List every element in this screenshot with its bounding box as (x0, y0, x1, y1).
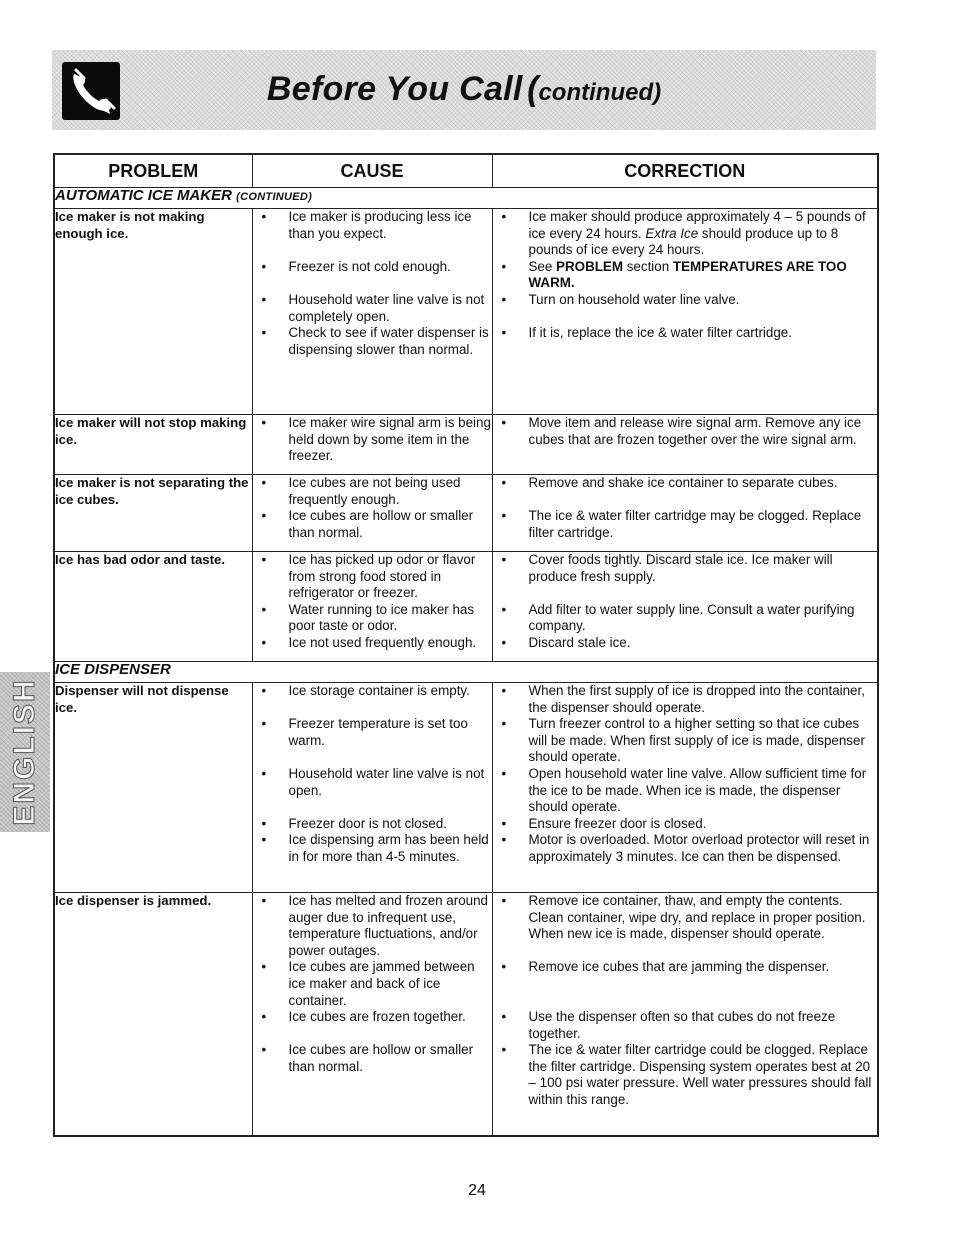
correction-bold: TEMPERATURES ARE TOO WARM. (528, 258, 847, 291)
section-title: AUTOMATIC ICE MAKER (55, 187, 232, 204)
correction-text: Ice maker should produce approximately 4 – 5 pounds of ice every 24 hours. (528, 209, 866, 241)
table-row (54, 893, 878, 1136)
troubleshooting-table (53, 153, 879, 1137)
page-title-main: Before You Call (266, 70, 523, 108)
language-tab-label: ENGLISH (8, 678, 41, 826)
correction-item: • Remove ice container, thaw, and empty the contents. Clean container, wipe dry, and replace in proper position. When new ice is made, dispenser should operate. (493, 893, 878, 943)
correction-item: • Turn on household water line valve. (493, 292, 878, 309)
cause-cell (252, 209, 492, 415)
correction-item: • The ice & water filter cartridge may be clogged. Replace filter cartridge. (493, 508, 878, 541)
column-header-cause: CAUSE (252, 154, 492, 188)
correction-item: • Cover foods tightly. Discard stale ice. Ice maker will produce fresh supply. (493, 552, 878, 585)
table-row (54, 683, 878, 893)
language-tab (0, 672, 50, 832)
correction-item: • Add filter to water supply line. Consult a water purifying company. (493, 602, 878, 635)
cause-item: • Ice maker wire signal arm is being held down by some item in the freezer. (253, 415, 492, 465)
problem-cell: Ice maker is not making enough ice. (54, 209, 252, 415)
correction-item: • Remove and shake ice container to separate cubes. (493, 475, 878, 492)
table-row (54, 475, 878, 552)
correction-item: • Remove ice cubes that are jamming the dispenser. (493, 959, 878, 976)
correction-item: • Turn freezer control to a higher setting so that ice cubes will be made. When first supply of ice is made, dispenser should operate. (493, 716, 878, 766)
correction-item: • The ice & water filter cartridge could be clogged. Replace the filter cartridge. Dispensing system operates best at 20 – 100 psi water pressure. Well water pressures should fall within this range. (493, 1042, 878, 1108)
page-title-paren: ( (527, 70, 539, 108)
cause-item: • Household water line valve is not completely open. (253, 292, 492, 325)
cause-item: • Household water line valve is not open. (253, 766, 492, 799)
table-header-row (54, 154, 878, 188)
page-number: 24 (468, 1182, 486, 1199)
cause-item: • Freezer is not cold enough. (253, 259, 492, 276)
problem-cell: Ice maker will not stop making ice. (54, 415, 252, 475)
cause-cell (252, 475, 492, 552)
page-title (52, 70, 876, 109)
cause-item: • Water running to ice maker has poor taste or odor. (253, 602, 492, 635)
cause-item: • Ice cubes are hollow or smaller than normal. (253, 508, 492, 541)
cause-cell (252, 415, 492, 475)
cause-item: • Ice has melted and frozen around auger due to infrequent use, temperature fluctuations, and/or power outages. (253, 893, 492, 959)
correction-cell (492, 209, 878, 415)
correction-cell (492, 683, 878, 893)
column-header-correction: CORRECTION (492, 154, 878, 188)
problem-cell: Ice dispenser is jammed. (54, 893, 252, 1136)
correction-item: • Motor is overloaded. Motor overload protector will reset in approximately 3 minutes. Ice can then be dispensed. (493, 832, 878, 865)
cause-item: • Check to see if water dispenser is dispensing slower than normal. (253, 325, 492, 358)
problem-cell: Ice maker is not separating the ice cubes. (54, 475, 252, 552)
cause-cell (252, 893, 492, 1136)
cause-cell (252, 552, 492, 662)
section-header-ice-dispenser (54, 662, 878, 683)
table-row (54, 415, 878, 475)
cause-item: • Freezer temperature is set too warm. (253, 716, 492, 749)
correction-text: should produce up to 8 pounds of ice every 24 hours. (528, 225, 839, 258)
cause-item: • Ice cubes are hollow or smaller than normal. (253, 1042, 492, 1075)
cause-item: • Ice maker is producing less ice than you expect. (253, 209, 492, 242)
correction-item: • Open household water line valve. Allow sufficient time for the ice to be made. When ice is made, the dispenser should operate. (493, 766, 878, 816)
correction-item: • Discard stale ice. (493, 635, 878, 652)
cause-item: • Ice cubes are frozen together. (253, 1009, 492, 1026)
correction-item: • When the first supply of ice is dropped into the container, the dispenser should operate. (493, 683, 878, 716)
section-title: ICE DISPENSER (55, 661, 171, 678)
correction-item: • Ensure freezer door is closed. (493, 816, 878, 833)
cause-item: • Ice dispensing arm has been held in for more than 4-5 minutes. (253, 832, 492, 865)
correction-cell (492, 415, 878, 475)
cause-item: • Freezer door is not closed. (253, 816, 492, 833)
cause-item: • Ice storage container is empty. (253, 683, 492, 700)
cause-item: • Ice not used frequently enough. (253, 635, 492, 652)
page-title-subtitle: continued) (538, 79, 662, 106)
table-row (54, 552, 878, 662)
cause-item: • Ice cubes are not being used frequently enough. (253, 475, 492, 508)
cause-cell (252, 683, 492, 893)
correction-item (493, 259, 878, 292)
correction-bold: PROBLEM (556, 258, 624, 274)
section-title-suffix: (CONTINUED) (236, 191, 313, 203)
correction-cell (492, 893, 878, 1136)
problem-cell: Ice has bad odor and taste. (54, 552, 252, 662)
header-banner (52, 50, 876, 130)
correction-text: section (623, 258, 673, 274)
correction-item: • Use the dispenser often so that cubes do not freeze together. (493, 1009, 878, 1042)
section-header-automatic-ice-maker (54, 188, 878, 209)
table-row (54, 209, 878, 415)
problem-cell: Dispenser will not dispense ice. (54, 683, 252, 893)
correction-cell (492, 552, 878, 662)
cause-item: • Ice has picked up odor or flavor from strong food stored in refrigerator or freezer. (253, 552, 492, 602)
correction-item: • Move item and release wire signal arm. Remove any ice cubes that are frozen together over the wire signal arm. (493, 415, 878, 448)
correction-item: • If it is, replace the ice & water filter cartridge. (493, 325, 878, 342)
cause-item: • Ice cubes are jammed between ice maker and back of ice container. (253, 959, 492, 1009)
column-header-problem: PROBLEM (54, 154, 252, 188)
correction-text: See (528, 258, 557, 274)
correction-emphasis: Extra Ice (645, 225, 699, 241)
correction-cell (492, 475, 878, 552)
correction-item (493, 209, 878, 259)
